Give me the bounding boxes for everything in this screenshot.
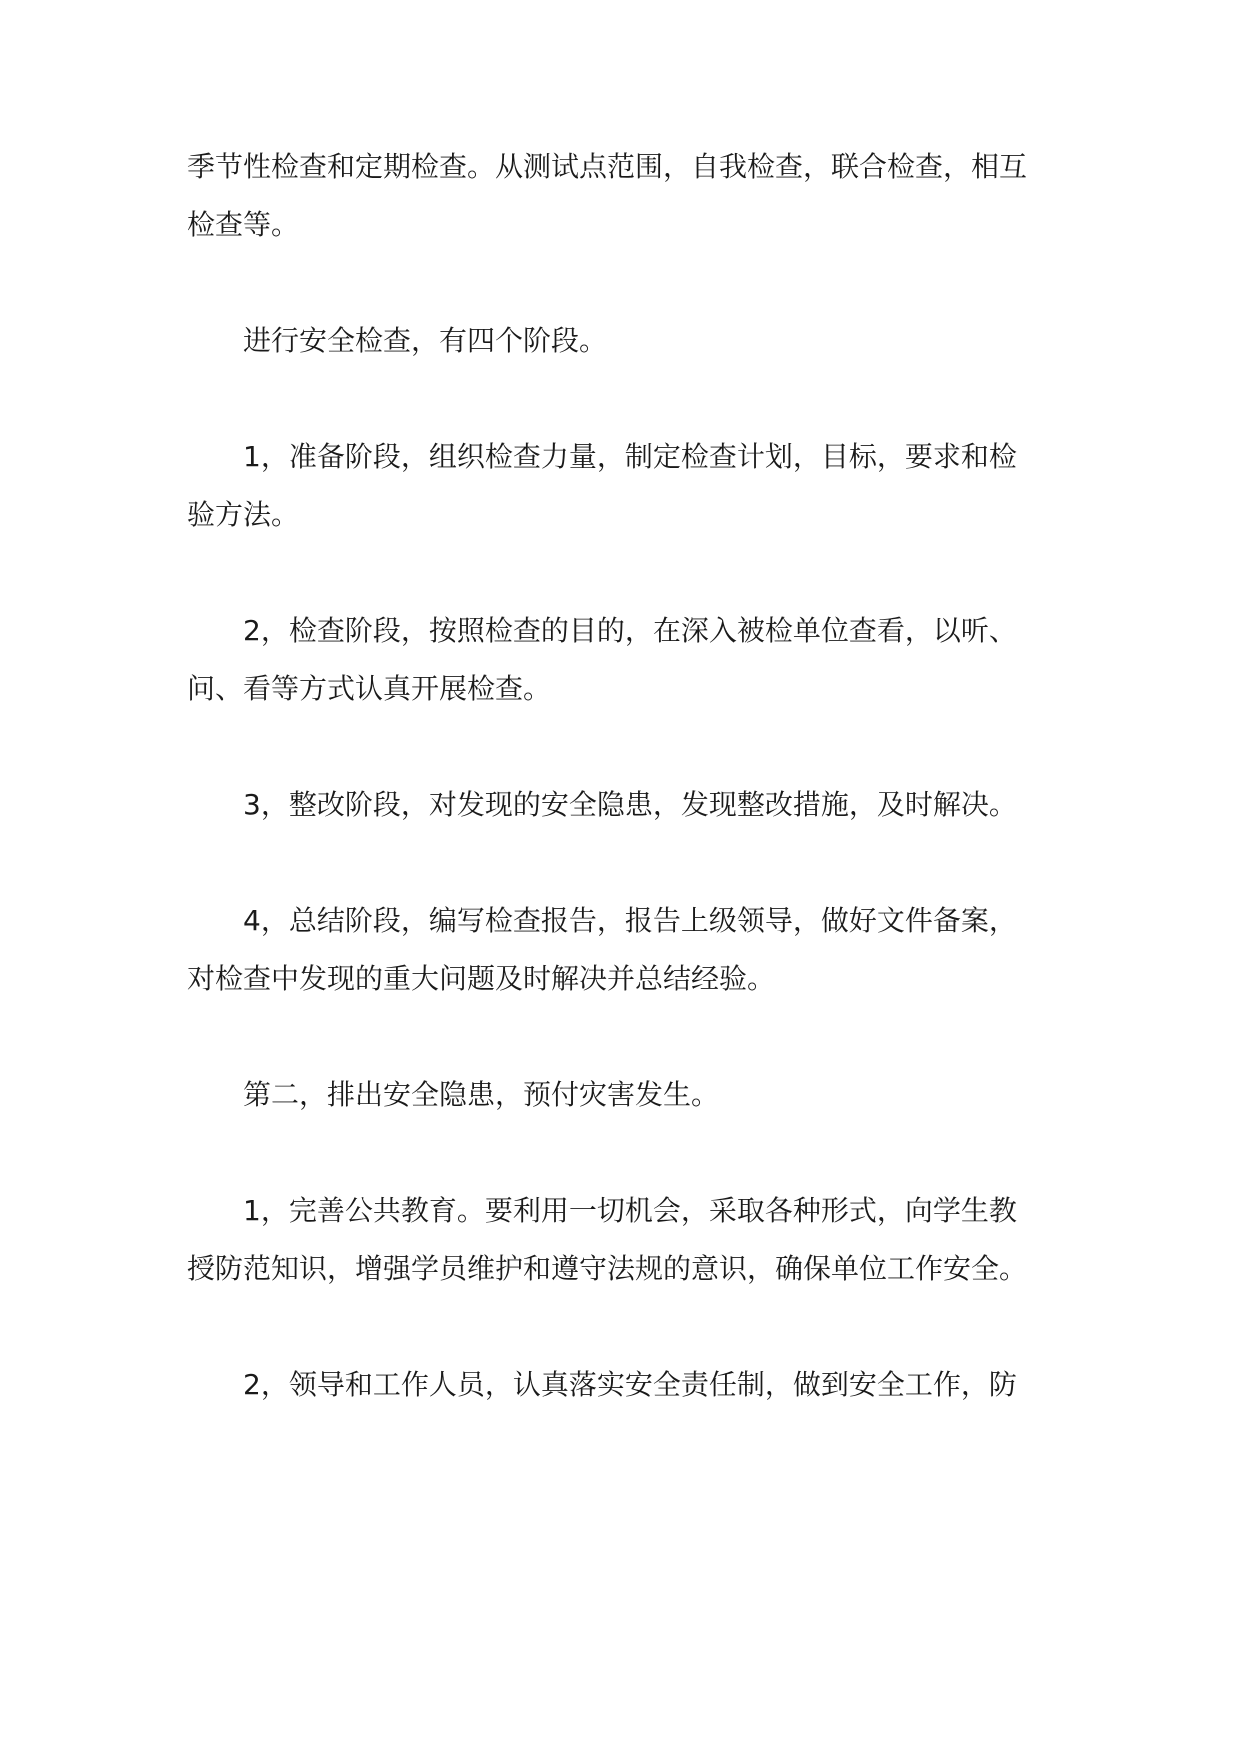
paragraph [187, 1356, 1067, 1414]
paragraph [187, 138, 1067, 254]
text-line: 对检查中发现的重大问题及时解决并总结经验。 [187, 962, 776, 995]
paragraph [187, 1066, 1067, 1124]
text-line: 2，检查阶段，按照检查的目的，在深入被检单位查看，以听、 [187, 614, 1017, 647]
paragraph [187, 892, 1067, 1008]
paragraph [187, 428, 1067, 544]
text-line: 4，总结阶段，编写检查报告，报告上级领导，做好文件备案， [187, 904, 1017, 937]
paragraph [187, 776, 1067, 834]
text-line: 授防范知识，增强学员维护和遵守法规的意识，确保单位工作安全。 [187, 1252, 1028, 1285]
paragraph [187, 1182, 1067, 1298]
text-line: 1，准备阶段，组织检查力量，制定检查计划，目标，要求和检 [187, 440, 1017, 473]
text-line: 进行安全检查，有四个阶段。 [187, 324, 608, 357]
text-line: 第二，排出安全隐患，预付灾害发生。 [187, 1078, 720, 1111]
paragraph [187, 312, 1067, 370]
text-line: 问、看等方式认真开展检查。 [187, 672, 552, 705]
text-line: 2，领导和工作人员，认真落实安全责任制，做到安全工作，防 [187, 1368, 1017, 1401]
text-line: 1，完善公共教育。要利用一切机会，采取各种形式，向学生教 [187, 1194, 1017, 1227]
text-line: 验方法。 [187, 498, 300, 531]
text-line: 季节性检查和定期检查。从测试点范围，自我检查，联合检查，相互 [187, 150, 1028, 183]
text-line: 3，整改阶段，对发现的安全隐患，发现整改措施，及时解决。 [187, 788, 1017, 821]
paragraph [187, 602, 1067, 718]
text-line: 检查等。 [187, 208, 300, 241]
